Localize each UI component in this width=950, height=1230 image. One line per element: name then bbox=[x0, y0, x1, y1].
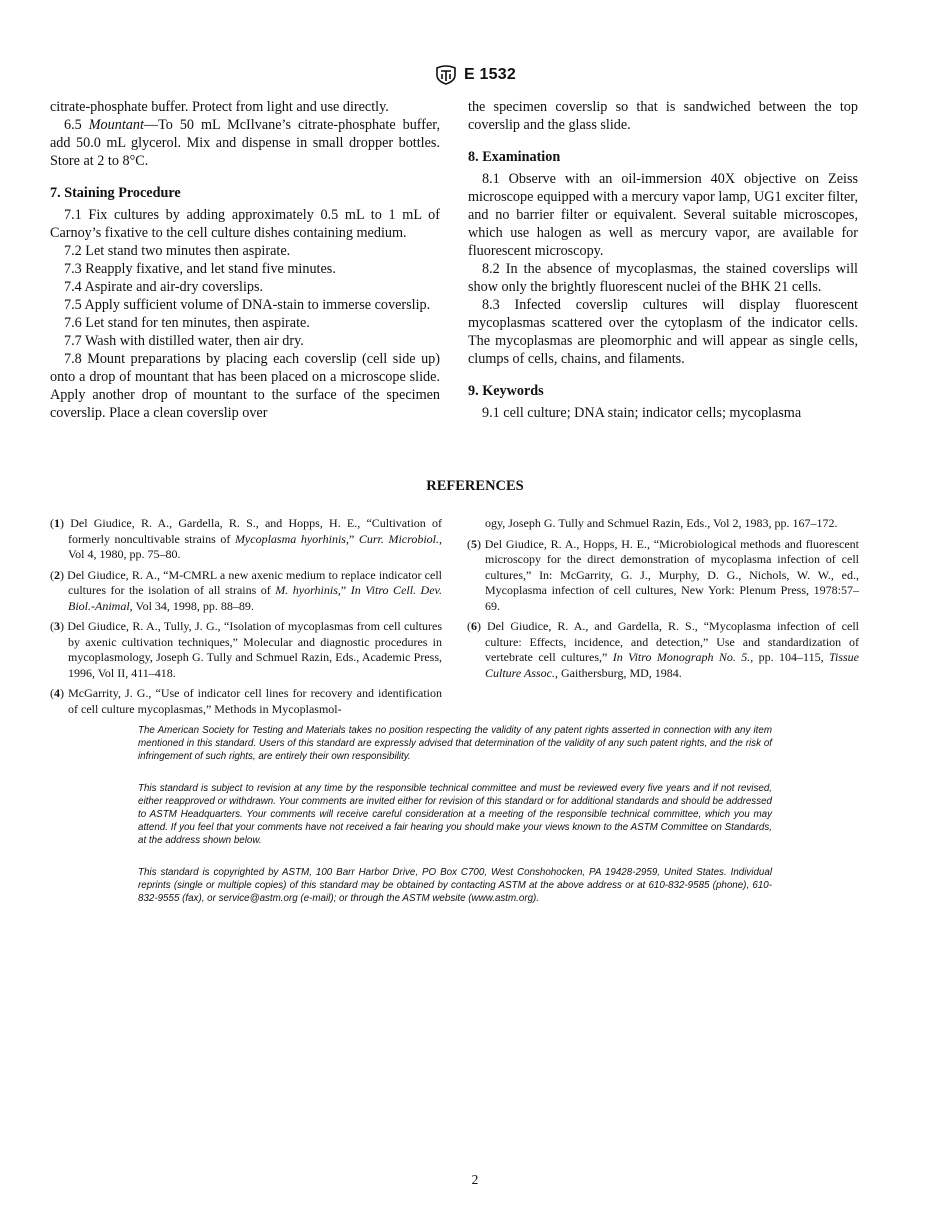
patent-notice: The American Society for Testing and Materials takes no position respecting the validity of any patent rights asserted in connection with any item mentioned in this standard. Users of this standard are expressly advised that determination of the validity of any such patent rights, and the risk of infringement of such rights, are entirely their own responsibility. bbox=[138, 725, 772, 762]
right-column bbox=[468, 98, 858, 422]
paragraph-9-1: 9.1 cell culture; DNA stain; indicator cells; mycoplasma bbox=[482, 405, 802, 421]
step-7-8: 7.8 Mount preparations by placing each coverslip (cell side up) onto a drop of mountant that has been placed on a microscope slide. Apply another drop of mountant to the surface of the specimen coverslip. Place a clean coverslip over bbox=[50, 351, 440, 421]
section-heading-examination: 8. Examination bbox=[468, 149, 561, 165]
paragraph-6-5: 6.5 Mountant—To 50 mL McIlvane’s citrate-phosphate buffer, add 50.0 mL glycerol. Mix and dispense in small dropper bottles. Store at 2 to 8°C. bbox=[50, 117, 440, 169]
step-7-2: 7.2 Let stand two minutes then aspirate. bbox=[64, 243, 291, 259]
references-right-column bbox=[467, 516, 859, 686]
continued-paragraph: the specimen coverslip so that is sandwiched between the top coverslip and the glass slide. bbox=[468, 99, 858, 133]
step-7-5: 7.5 Apply sufficient volume of DNA-stain to immerse coverslip. bbox=[64, 297, 431, 313]
references-left-column bbox=[50, 516, 442, 722]
standard-designation: E 1532 bbox=[464, 66, 516, 83]
reference-item: (6) Del Giudice, R. A., and Gardella, R. S., “Mycoplasma infection of cell culture: Effects, incidence, and detection,” Use and standardization of vertebrate cell cultures,” In Vitro Monograph No. 5., pp. 104–115, Tissue Culture Assoc., Gaithersburg, MD, 1984. bbox=[467, 619, 859, 680]
step-7-6: 7.6 Let stand for ten minutes, then aspirate. bbox=[64, 315, 310, 331]
left-column bbox=[50, 98, 440, 422]
section-heading-keywords: 9. Keywords bbox=[468, 383, 544, 399]
reference-item: (2) Del Giudice, R. A., “M-CMRL a new axenic medium to replace indicator cell cultures for the isolation of all strains of M. hyorhinis,” In Vitro Cell. Dev. Biol.-Animal, Vol 34, 1998, pp. 88–89. bbox=[50, 567, 442, 613]
step-7-7: 7.7 Wash with distilled water, then air dry. bbox=[64, 333, 304, 349]
step-7-3: 7.3 Reapply fixative, and let stand five minutes. bbox=[64, 261, 336, 277]
paragraph-8-2: 8.2 In the absence of mycoplasmas, the stained coverslips will show only the brightly fluorescent nuclei of the BHK 21 cells. bbox=[468, 261, 858, 295]
revision-notice: This standard is subject to revision at any time by the responsible technical committee and must be reviewed every five years and if not revised, either reapproved or withdrawn. Your comments are invited either for revision of this standard or for additional standards and should be addressed to ASTM Headquarters. Your comments will receive careful consideration at a meeting of the responsible technical committee, which you may attend. If you feel that your comments have not received a fair hearing you should make your views known to the ASTM Committee on Standards, at the address shown below. bbox=[138, 783, 772, 846]
references-title: REFERENCES bbox=[426, 478, 524, 494]
copyright-notice: This standard is copyrighted by ASTM, 100 Barr Harbor Drive, PO Box C700, West Conshohocken, PA 19428-2959, United States. Individual reprints (single or multiple copies) of this standard may be obtained by contacting ASTM at the above address or at 610-832-9585 (phone), 610-832-9555 (fax), or service@astm.org (e-mail); or through the ASTM website (www.astm.org). bbox=[138, 867, 772, 904]
section-heading-staining: 7. Staining Procedure bbox=[50, 185, 181, 201]
continued-paragraph: citrate-phosphate buffer. Protect from light and use directly. bbox=[50, 99, 389, 115]
paragraph-8-3: 8.3 Infected coverslip cultures will display fluorescent mycoplasmas scattered over the cytoplasm of the indicator cells. The mycoplasmas are pleomorphic and will appear as single cells, clumps of cells, chains, and filaments. bbox=[468, 297, 858, 367]
paragraph-8-1: 8.1 Observe with an oil-immersion 40X objective on Zeiss microscope equipped with a mercury vapor lamp, UG1 exciter filter, and no barrier filter or equivalent. Several suitable microscopes, which use halogen as well as mercury vapor, are available for fluorescent microscopy. bbox=[468, 171, 858, 259]
reference-item: (1) Del Giudice, R. A., Gardella, R. S., and Hopps, H. E., “Cultivation of formerly noncultivable strains of Mycoplasma hyorhinis,” Curr. Microbiol., Vol 4, 1980, pp. 75–80. bbox=[50, 516, 443, 561]
page-number: 2 bbox=[471, 1172, 479, 1187]
page-header bbox=[0, 64, 950, 86]
astm-logo-icon bbox=[434, 65, 458, 85]
step-7-4: 7.4 Aspirate and air-dry coverslips. bbox=[64, 279, 264, 295]
step-7-1: 7.1 Fix cultures by adding approximately 0.5 mL to 1 mL of Carnoy’s fixative to the cell culture dishes containing medium. bbox=[50, 207, 440, 241]
reference-item: (3) Del Giudice, R. A., Tully, J. G., “Isolation of mycoplasmas from cell cultures by axenic cultivation techniques,” Molecular and diagnostic procedures in mycoplasmology, Joseph G. Tully and Schmuel Razin, Eds., Academic Press, 1996, Vol II, 411–418. bbox=[50, 619, 442, 680]
reference-item: (4) McGarrity, J. G., “Use of indicator cell lines for recovery and identification of cell culture mycoplasmas,” Methods in Mycoplasmol- bbox=[50, 686, 443, 716]
reference-continuation: ogy, Joseph G. Tully and Schmuel Razin, Eds., Vol 2, 1983, pp. 167–172. bbox=[485, 516, 838, 530]
reference-item: (5) Del Giudice, R. A., Hopps, H. E., “Microbiological methods and fluorescent microscopy for the direct demonstration of mycoplasma infection of cell cultures,” In: McGarrity, G. J., Murphy, D. G., Nichols, W. W., ed., Mycoplasma infection of cell cultures, New York: Plenum Press, 1978:57–69. bbox=[467, 536, 859, 613]
